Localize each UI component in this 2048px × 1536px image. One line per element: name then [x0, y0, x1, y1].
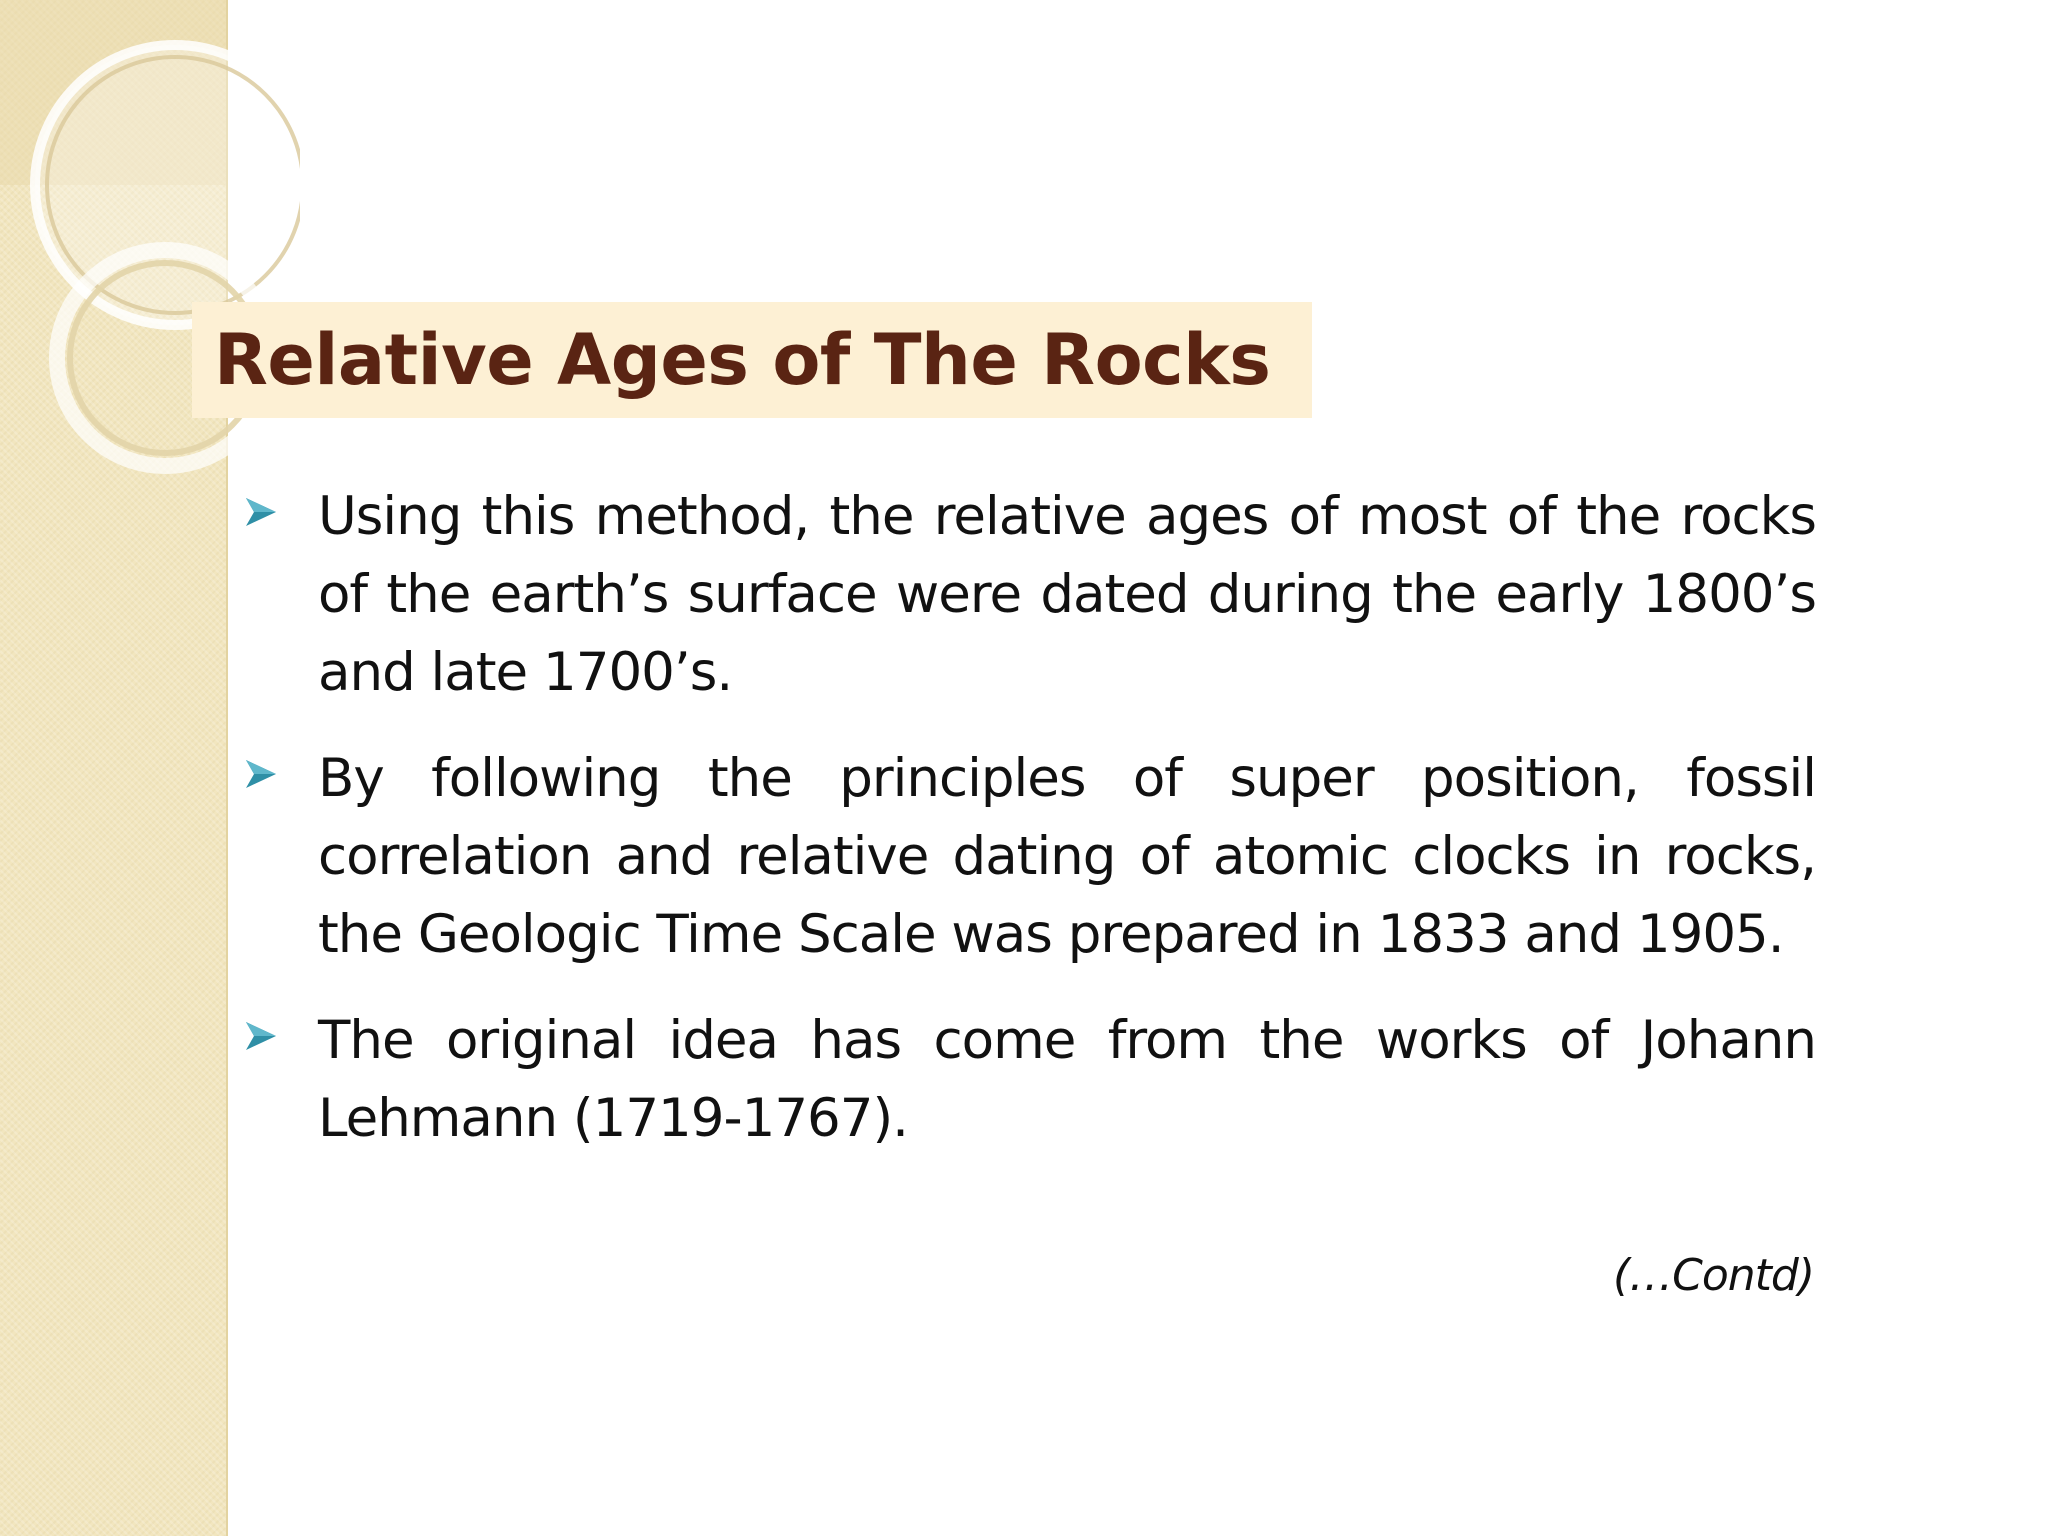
continued-label: (…Contd)	[1612, 1250, 1814, 1301]
bullet-text: By following the principles of super position, fossil correlation and relative dating of atomic clocks in rocks, the Geologic Time Scale was prepared in 1833 and 1905.	[318, 748, 1816, 965]
arrowhead-bullet-icon	[244, 496, 278, 528]
bullet-item	[240, 478, 1816, 712]
arrowhead-bullet-icon	[244, 758, 278, 790]
bullet-list	[240, 478, 1816, 1186]
bullet-item	[240, 740, 1816, 974]
concentric-rings-decoration	[0, 0, 300, 520]
bullet-text: Using this method, the relative ages of most of the rocks of the earth’s surface were dated during the early 1800’s and late 1700’s.	[318, 486, 1816, 703]
arrowhead-bullet-icon	[244, 1020, 278, 1052]
bullet-item	[240, 1002, 1816, 1158]
bullet-text: The original idea has come from the works of Johann Lehmann (1719-1767).	[318, 1010, 1816, 1149]
slide-title: Relative Ages of The Rocks	[214, 319, 1271, 401]
